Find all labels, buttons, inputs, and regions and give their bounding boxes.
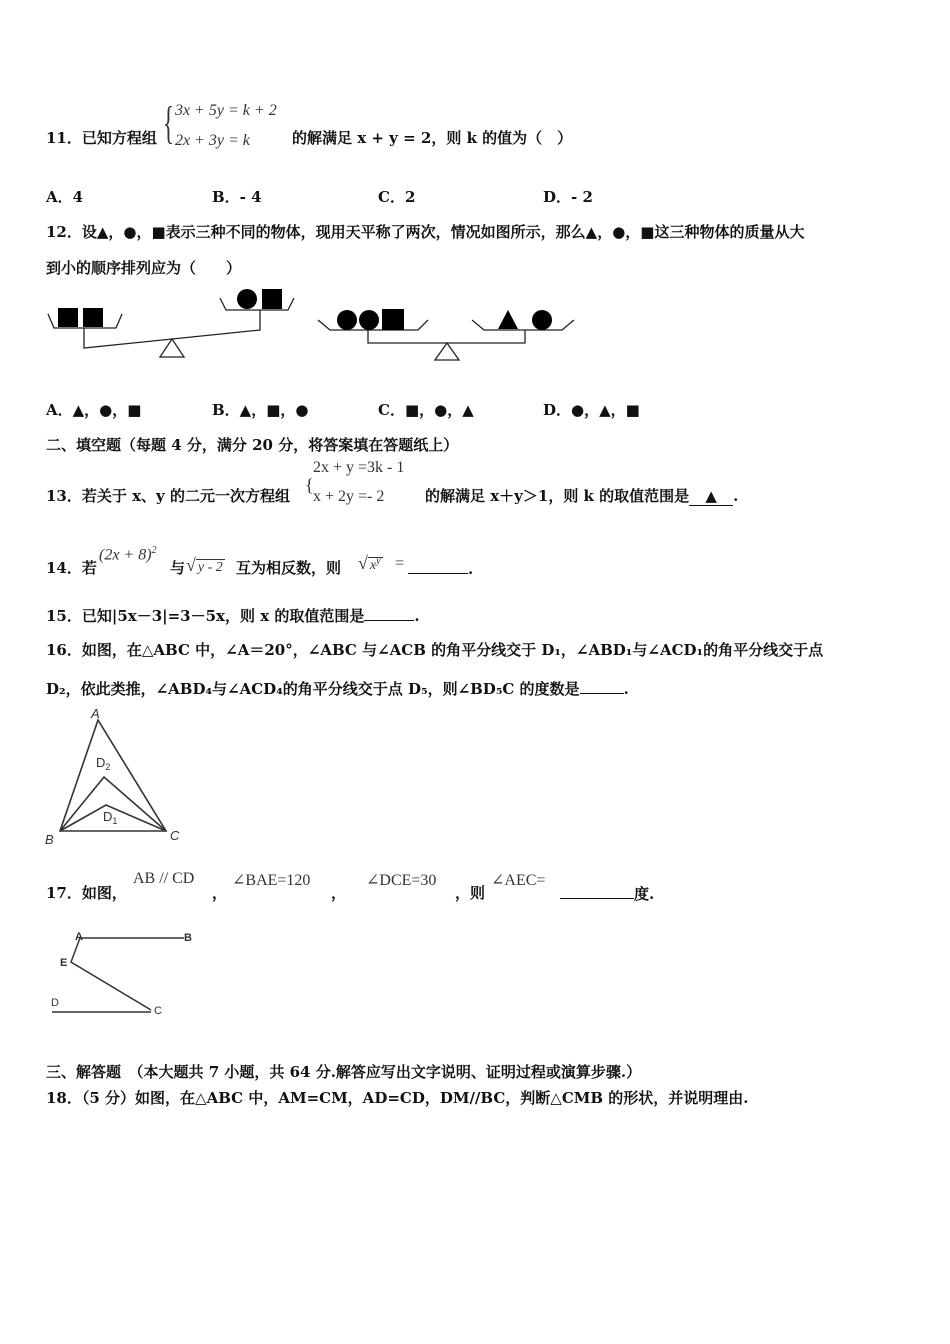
q14-p1: 若 <box>81 559 97 577</box>
q14-p3: 互为相反数，则 <box>236 559 342 577</box>
circle-icon <box>359 310 379 330</box>
q12-text-1: 设▲，●，■表示三种不同的物体，现用天平称了两次，情况如图所示，那么▲，●，■这三种物体的质量从大 <box>81 223 805 241</box>
balance-1 <box>48 298 294 357</box>
q12-line-1 <box>46 221 804 242</box>
q13-number: 13． <box>46 487 82 505</box>
vertex-a-label: A <box>91 706 100 721</box>
q12-option-a: A．▲，●，■ <box>46 401 142 419</box>
q17-number: 17． <box>46 884 82 902</box>
balance-2-right-pan <box>472 320 574 330</box>
q15-answer-blank <box>364 604 414 621</box>
q13-equation-1: 2x + y =3k - 1 <box>313 459 405 476</box>
q11-number: 11． <box>46 129 82 147</box>
section-2-heading: 二、填空题（每题 4 分，满分 20 分，将答案填在答题纸上） <box>46 436 459 454</box>
q11-equation-1: 3x + 5y = k + 2 <box>175 102 277 119</box>
point-d1-letter: D <box>103 809 113 824</box>
q11-equation-2: 2x + 3y = k <box>175 132 250 149</box>
q13-tail-text: 的解满足 x＋y＞1，则 k 的取值范围是 <box>425 487 690 505</box>
q17-answer-blank <box>560 882 634 899</box>
q14-blank-line <box>408 557 473 578</box>
q14-expression-1 <box>99 545 157 564</box>
balance-1-right-pan <box>220 298 294 310</box>
q14-expr1-base: (2x + 8) <box>99 546 152 564</box>
point-d1-subscript: 1 <box>112 816 118 826</box>
circle-icon <box>532 310 552 330</box>
q17-condition-parallel: AB // CD <box>133 870 195 887</box>
q15-end: . <box>414 607 420 625</box>
q16-end: . <box>623 680 629 698</box>
q12-number: 12． <box>46 223 82 241</box>
q11-option-a: A．4 <box>46 188 84 206</box>
q13-tail <box>425 485 738 506</box>
q17-aec-label: ∠AEC= <box>491 872 546 889</box>
q12-option-b: B．▲，■，● <box>212 401 309 419</box>
segment-ae-ec <box>71 938 151 1010</box>
q14-end: . <box>468 560 474 578</box>
q14-radicand-2-exponent: y <box>376 555 381 567</box>
q15-stem <box>46 604 420 626</box>
q14-radical-2: √ $x^y$ <box>358 553 381 573</box>
square-icon <box>382 309 404 330</box>
q12-option-d: D．●，▲，■ <box>543 401 640 419</box>
q14-equals: = <box>395 555 405 572</box>
balance-2-beam <box>368 330 525 343</box>
q11-option-d: D．- 2 <box>543 188 593 206</box>
q14-radicand-1: y - 2 <box>197 560 223 575</box>
q14-radical-1: √ y - 2 <box>186 555 223 575</box>
q13-stem <box>46 485 290 506</box>
q16-triangle-figure <box>40 700 200 850</box>
q12-balance-figure <box>40 280 600 365</box>
q18-text: （5 分）如图，在△ABC 中，AM=CM，AD=CD，DM//BC，判断△CMB 的形状，并说明理由. <box>81 1089 749 1107</box>
q14-radicand-2: x <box>369 558 377 573</box>
point-e-label: E <box>60 957 68 969</box>
square-icon <box>83 308 103 327</box>
point-c-label: C <box>154 1005 162 1017</box>
point-d2-label <box>96 755 110 772</box>
q17-stem <box>46 882 127 903</box>
q11-option-b: B．- 4 <box>212 188 262 206</box>
circle-icon <box>237 289 257 309</box>
q13-equation-2: x + 2y =- 2 <box>313 488 385 505</box>
q13-answer-blank: ▲ <box>689 487 733 506</box>
point-d2-letter: D <box>96 755 106 770</box>
point-d1-label <box>103 809 117 826</box>
q14-answer-blank <box>408 557 468 574</box>
q16-line-2 <box>46 677 629 699</box>
q14-expr1-exponent: 2 <box>151 545 157 556</box>
q13-brace: { <box>305 475 314 495</box>
triangle-abc <box>60 720 166 831</box>
q17-condition-bae: ∠BAE=120 <box>232 872 311 889</box>
q16-line-1 <box>46 639 823 660</box>
q14-p2: 与 <box>170 559 186 577</box>
q17-sep-2: ， <box>331 884 347 902</box>
point-b-label: B <box>184 932 192 944</box>
section-3-heading: 三、解答题 （本大题共 7 小题，共 64 分.解答应写出文字说明、证明过程或演算步骤.） <box>46 1063 642 1081</box>
q17-sep-1: ， <box>212 884 228 902</box>
q15-number: 15． <box>46 607 82 625</box>
balance-2-fulcrum <box>435 343 459 360</box>
point-a-label: A <box>75 931 83 943</box>
q14-stem <box>46 557 97 578</box>
square-icon <box>262 289 282 309</box>
q17-condition-dce: ∠DCE=30 <box>366 872 437 889</box>
q17-figure <box>44 926 204 1022</box>
q12-line-2: 到小的顺序排列应为（ ） <box>46 259 242 277</box>
q13-lead: 若关于 x、y 的二元一次方程组 <box>81 487 290 505</box>
q16-text-2: D₂，依此类推，∠ABD₄与∠ACD₄的角平分线交于点 D₅，则∠BD₅C 的度数是 <box>46 680 580 698</box>
q16-text-1: 如图，在△ABC 中，∠A＝20°，∠ABC 与∠ACB 的角平分线交于 D₁，∠ABD₁与∠ACD₁的角平分线交于点 <box>81 641 824 659</box>
q18-stem <box>46 1087 749 1108</box>
balance-1-beam <box>84 310 260 348</box>
q16-number: 16． <box>46 641 82 659</box>
q11-tail: 的解满足 x + y = 2，则 k 的值为（ ） <box>292 129 573 147</box>
q18-number: 18． <box>46 1089 82 1107</box>
q17-unit: 度. <box>634 885 655 903</box>
q13-end: . <box>733 487 739 505</box>
triangle-icon <box>498 310 518 329</box>
q11-option-c: C．2 <box>378 188 416 206</box>
point-d2-subscript: 2 <box>105 762 111 772</box>
point-d-label: D <box>51 997 59 1009</box>
vertex-c-label: C <box>170 828 180 843</box>
vertex-b-label: B <box>45 832 54 847</box>
q14-number: 14． <box>46 559 82 577</box>
q16-answer-blank <box>580 677 624 694</box>
q11-stem <box>46 127 157 148</box>
q17-sep-3: ，则 <box>455 884 486 902</box>
q17-lead: 如图， <box>81 884 127 902</box>
balance-1-fulcrum <box>160 339 184 357</box>
q11-lead: 已知方程组 <box>81 129 157 147</box>
q17-blank-and-unit <box>560 882 654 904</box>
q12-option-c: C．■，●，▲ <box>378 401 474 419</box>
square-icon <box>58 308 78 327</box>
circle-icon <box>337 310 357 330</box>
q15-text: 已知|5x－3|=3－5x，则 x 的取值范围是 <box>81 607 365 625</box>
q11-brace: { <box>163 97 175 148</box>
